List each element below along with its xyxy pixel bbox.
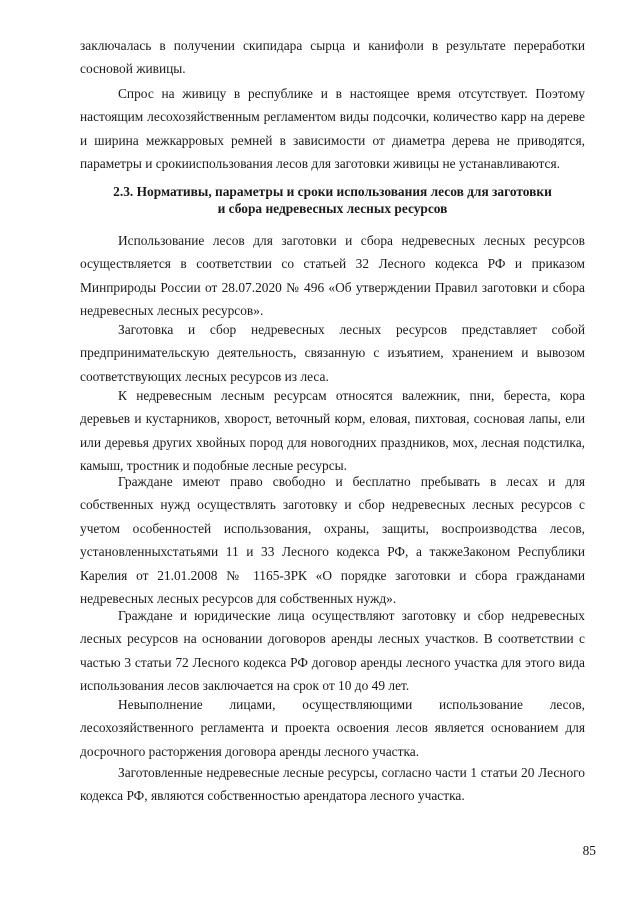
paragraph-resource-list: К недревесным лесным ресурсам относятся валежник, пни, береста, кора деревьев и кустарников, хворост, веточный корм, еловая, пихтовая, сосновая лапы, ели или деревья других хвойных пород для новогодних праздников, мох, лесная подстилка, камыш, тростник и подобные лесные ресурсы. <box>80 388 585 474</box>
paragraph-lease-terms: Граждане и юридические лица осуществляют заготовку и сбор недревесных лесных ресурсов на основании договоров аренды лесных участков. В соответствии с частью 3 статьи 72 Лесного кодекса РФ договор аренды лесного участка для этого вида использования лесов заключается на срок от 10 до 49 лет. <box>80 608 585 694</box>
paragraph-business-activity: Заготовка и сбор недревесных лесных ресурсов представляет собой предпринимательскую деятельность, связанную с изъятием, хранением и вывозом соответствующих лесных ресурсов из леса. <box>80 322 585 384</box>
section-heading-line-2: и сбора недревесных лесных ресурсов <box>217 201 448 216</box>
section-heading <box>80 183 585 217</box>
section-heading-line-1: 2.3. Нормативы, параметры и сроки использования лесов для заготовки <box>113 184 552 199</box>
paragraph-legal-basis: Использование лесов для заготовки и сбора недревесных лесных ресурсов осуществляется в соответствии со статьей 32 Лесного кодекса РФ и приказом Минприроды России от 28.07.2020 № 496 «Об утверждении Правил заготовки и сбора недревесных лесных ресурсов». <box>80 233 585 319</box>
paragraph-intro-continuation: заключалась в получении скипидара сырца и канифоли в результате переработки сосновой живицы. <box>80 38 585 77</box>
paragraph-ownership: Заготовленные недревесные лесные ресурсы, согласно части 1 статьи 20 Лесного кодекса РФ, являются собственностью арендатора лесного участка. <box>80 765 585 804</box>
paragraph-violation: Невыполнение лицами, осуществляющими использование лесов, лесохозяйственного регламента и проекта освоения лесов является основанием для досрочного расторжения договора аренды лесного участка. <box>80 697 585 759</box>
paragraph-resin-demand: Спрос на живицу в республике и в настоящее время отсутствует. Поэтому настоящим лесохозяйственным регламентом виды подсочки, количество карр на дереве и ширина межкарровых ремней в зависимости от диаметра дерева не приводятся, параметры и срокииспользования лесов для заготовки живицы не устанавливаются. <box>80 86 585 172</box>
page-number: 85 <box>582 843 596 858</box>
paragraph-citizen-rights: Граждане имеют право свободно и бесплатно пребывать в лесах и для собственных нужд осуществлять заготовку и сбор недревесных лесных ресурсов с учетом особенностей использования, охраны, защиты, воспроизводства лесов, установленныхстатьями 11 и 33 Лесного кодекса РФ, а такжеЗаконом Республики Карелия от 21.01.2008 № 1165-ЗРК «О порядке заготовки и сбора гражданами недревесных лесных ресурсов для собственных нужд». <box>80 474 585 607</box>
